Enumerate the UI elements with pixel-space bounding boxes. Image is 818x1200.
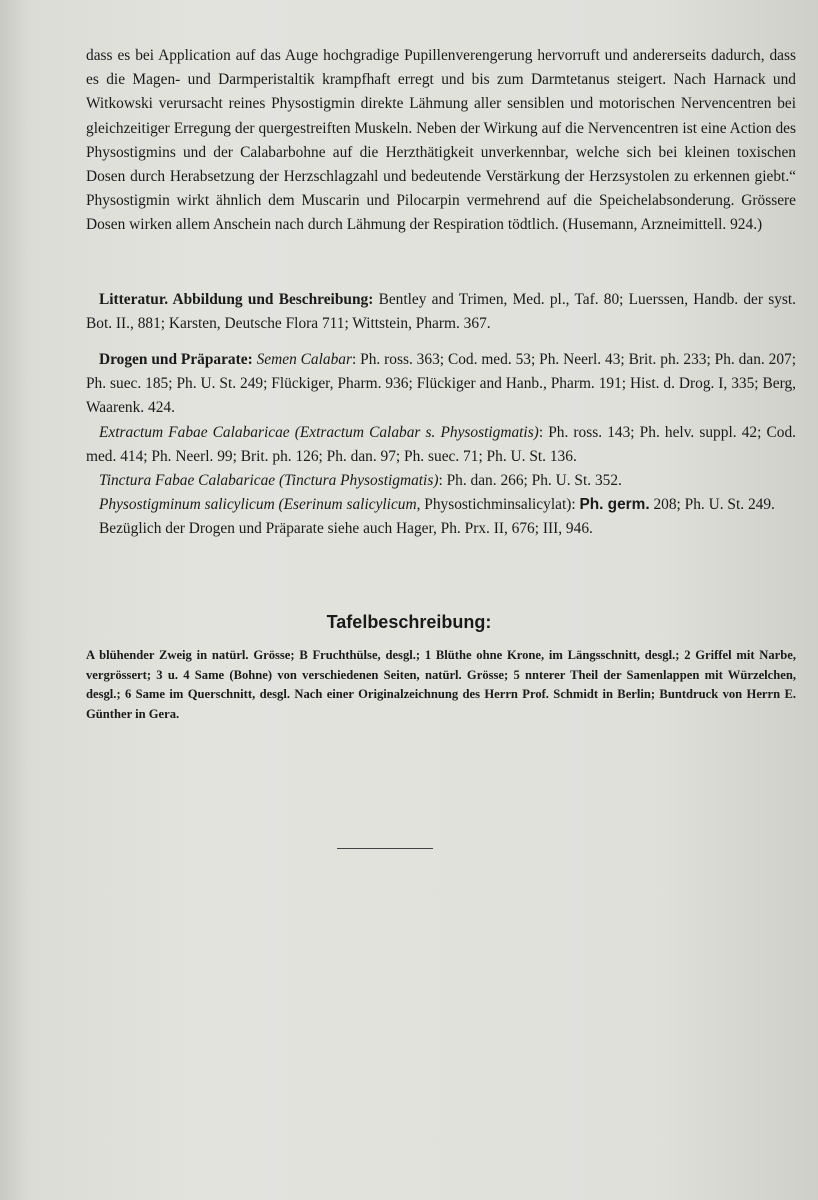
tincture-refs: : Ph. dan. 266; Ph. U. St. 352.	[438, 472, 622, 490]
literature-paragraph	[86, 288, 796, 336]
tincture-name: Tinctura Fabae Calabaricae (Tinctura Physostigmatis)	[99, 472, 439, 490]
section-divider	[337, 848, 433, 849]
drugs-semen	[86, 348, 796, 421]
extract-name: Extractum Fabae Calabaricae (Extractum Calabar s. Physostigmatis)	[99, 423, 539, 441]
tafel-description	[86, 646, 796, 724]
drugs-extract	[86, 421, 796, 469]
physo-germ: Ph. germ.	[579, 496, 650, 514]
literature-label: Litteratur. Abbildung und Beschreibung:	[99, 291, 374, 308]
semen-name: Semen Calabar	[256, 351, 352, 368]
drugs-hager-note	[86, 517, 796, 541]
physo-refs-b: 208; Ph. U. St. 249.	[649, 496, 775, 514]
tafel-text: A blühender Zweig in natürl. Grösse; B Fruchthülse, desgl.; 1 Blüthe ohne Krone, im Längsschnitt, desgl.; 2 Griffel mit Narbe, vergrössert; 3 u. 4 Same (Bohne) von verschiedenen Seiten, natürl. Grösse; 5 nnterer Theil der Samenlappen mit Würzelchen, desgl.; 6 Same im Querschnitt, desgl. Nach einer Originalzeichnung des Herrn Prof. Schmidt in Berlin; Buntdruck von Herrn E. Günther in Gera.	[86, 648, 796, 721]
hager-note-text: Bezüglich der Drogen und Präparate siehe auch Hager, Ph. Prx. II, 676; III, 946.	[99, 520, 593, 538]
semen-refs: : Ph. ross. 363; Cod. med. 53; Ph. Neerl. 43; Brit. ph. 233; Ph. dan. 207; Ph. suec. 185; Ph. U. St. 249; Flückiger, Pharm. 936; Flückiger and Hanb., Pharm. 191; Hist. d. Drog. I, 335; Berg, Waarenk. 424.	[86, 351, 796, 417]
drugs-tincture	[86, 469, 796, 493]
tafel-heading: Tafelbeschreibung:	[326, 612, 492, 632]
body-paragraph-text: dass es bei Application auf das Auge hochgradige Pupillenverengerung hervorruft und andererseits dadurch, dass es die Magen- und Darmperistaltik krampfhaft erregt und bis zum Darmtetanus steigert. Nach Harnack und Witkowski verursacht reines Physostigmin direkte Lähmung aller sensiblen und motorischen Nervencentren bei gleichzeitiger Erregung der quergestreiften Muskeln. Neben der Wirkung auf die Nervencentren ist eine Action des Physostigmins und der Calabarbohne auf die Herzthätigkeit unverkennbar, welche sich bei kleinen toxischen Dosen durch Herabsetzung der Herzschlagzahl und bedeutende Verstärkung der Herzsystolen zu erkennen giebt.“ Physostigmin wirkt ähnlich dem Muscarin und Pilocarpin vermehrend auf die Speichelabsonderung. Grössere Dosen wirken allem Anschein nach durch Lähmung der Respiration tödtlich. (Husemann, Arzneimittell. 924.)	[86, 47, 796, 234]
physo-refs-a: , Physostichminsalicylat):	[416, 496, 580, 514]
extract-refs: : Ph. ross. 143; Ph. helv. suppl. 42; Cod. med. 414; Ph. Neerl. 99; Brit. ph. 126; Ph. dan. 97; Ph. suec. 71; Ph. U. St. 136.	[86, 423, 796, 465]
drugs-physostigmin	[86, 493, 796, 517]
body-paragraph	[86, 44, 796, 238]
physo-name: Physostigminum salicylicum (Eserinum salicylicum	[99, 496, 417, 514]
drugs-label: Drogen und Präparate:	[99, 351, 253, 368]
literature-text: Bentley and Trimen, Med. pl., Taf. 80; Luerssen, Handb. der syst. Bot. II., 881; Karsten, Deutsche Flora 711; Wittstein, Pharm. 367.	[86, 291, 796, 333]
drugs-section	[86, 348, 796, 542]
